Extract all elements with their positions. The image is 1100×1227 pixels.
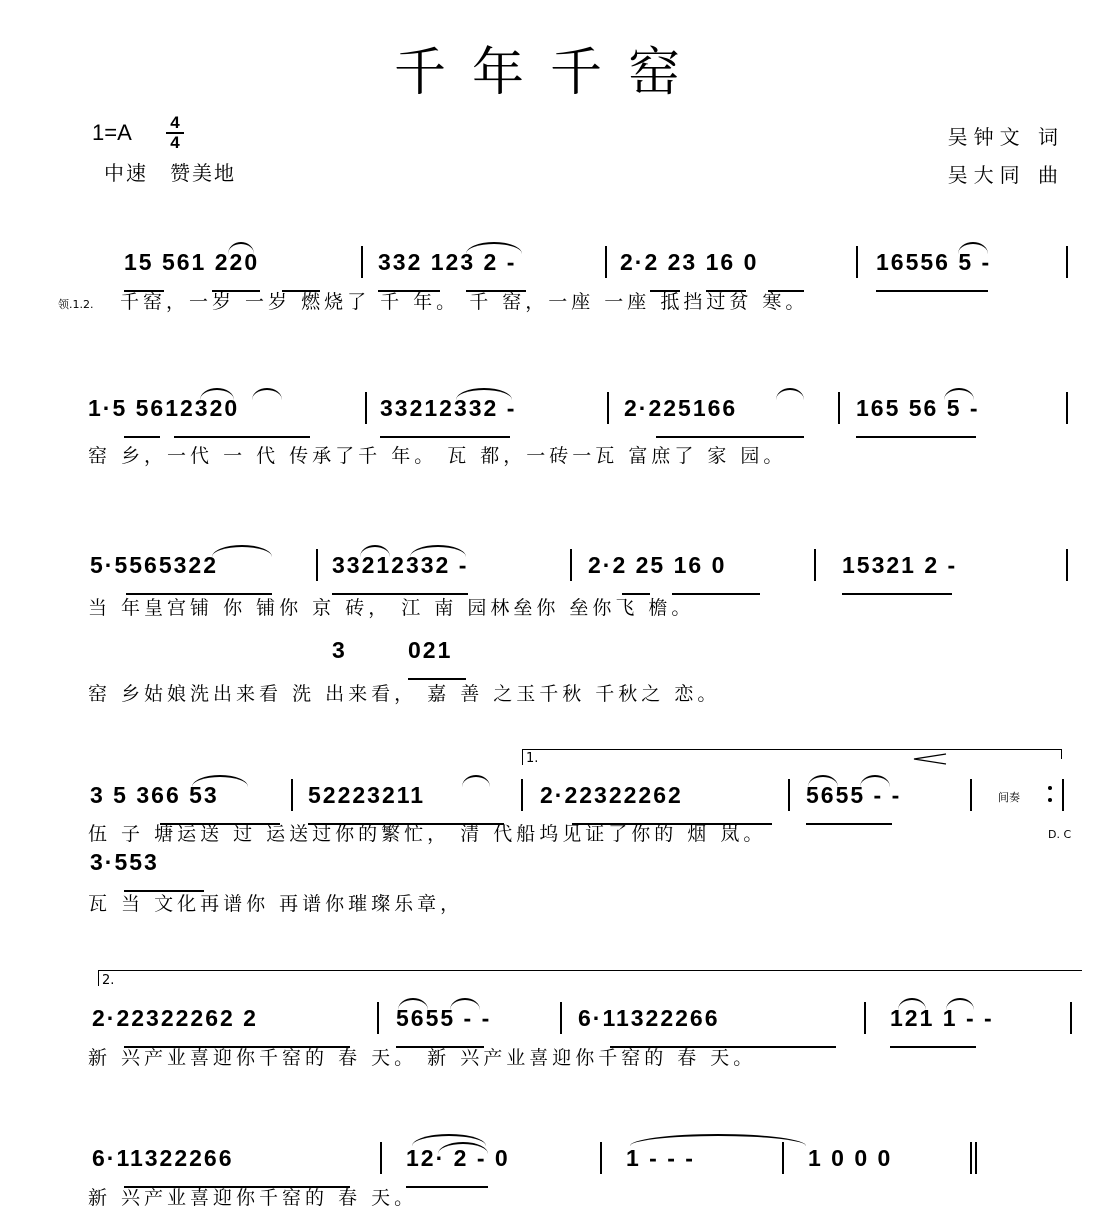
bar-line (838, 392, 840, 424)
bar-line (1066, 549, 1068, 581)
time-signature-denominator: 4 (166, 132, 184, 152)
notation-measure: 15 561 220 (124, 249, 260, 275)
bar-line (365, 392, 367, 424)
bar-line (377, 1002, 379, 1034)
volta-2-bracket (98, 970, 1082, 971)
notation-measure: 3 5 366 53 (90, 782, 219, 808)
time-signature (166, 114, 184, 152)
key-signature: 1=A (92, 120, 132, 145)
underline (380, 436, 510, 438)
lyric-line: 新 兴产业喜迎你千窑的 春 天。 新 兴产业喜迎你千窑的 春 天。 (88, 1047, 757, 1069)
notation-measure: 1 - - - (626, 1145, 695, 1171)
underline (876, 290, 988, 292)
bar-line (607, 392, 609, 424)
decrescendo-mark (912, 752, 948, 766)
volta-1-bracket (522, 749, 1062, 750)
bar-line (864, 1002, 866, 1034)
slur (776, 388, 804, 400)
underline (890, 1046, 976, 1048)
underline (856, 436, 976, 438)
time-signature-numerator: 4 (170, 113, 180, 132)
bar-line (361, 246, 363, 278)
volta-1-right-edge (1061, 749, 1062, 759)
repeat-dots (1048, 786, 1052, 802)
notation-measure: 12· 2 - 0 (406, 1145, 510, 1171)
lyric-line: 伍 子 塘运送 过 运送过你的繁忙， 清 代船坞见证了你的 烟 岚。 (88, 823, 767, 845)
notation-measure: 6·11322266 (578, 1005, 720, 1031)
notation-measure: 16556 5 - (876, 249, 992, 275)
tempo-marking: 中速 赞美地 (104, 161, 236, 185)
notation-measure: 165 56 5 - (856, 395, 980, 421)
da-capo-label: D. C (1048, 828, 1072, 841)
bar-line (970, 1142, 972, 1174)
slur (252, 388, 282, 400)
underline (408, 678, 466, 680)
lyric-line: 瓦 当 文化再谱你 再谱你璀璨乐章， (88, 893, 464, 915)
repeat-dot-lower (1048, 798, 1052, 802)
bar-line (600, 1142, 602, 1174)
bar-line (1062, 779, 1064, 811)
notation-measure: 5655 - - (396, 1005, 492, 1031)
bar-line (570, 549, 572, 581)
notation-measure: 15321 2 - (842, 552, 958, 578)
notation-measure: 33212332 - (332, 552, 469, 578)
underline (806, 823, 892, 825)
bar-line (380, 1142, 382, 1174)
notation-measure: 3 (332, 637, 347, 663)
notation-measure: 3·553 (90, 849, 159, 875)
bar-line (856, 246, 858, 278)
volta-1-label: 1. (526, 751, 539, 766)
underline (656, 436, 804, 438)
bar-line (316, 549, 318, 581)
bar-line (560, 1002, 562, 1034)
underline (406, 1186, 488, 1188)
notation-measure: 52223211 (308, 782, 426, 808)
underline (174, 436, 310, 438)
lyric-line: 当 年皇宫铺 你 铺你 京 砖， 江 南 园林垒你 垒你飞 檐。 (88, 597, 695, 619)
notation-measure: 021 (408, 637, 453, 663)
bar-line (782, 1142, 784, 1174)
notation-measure: 33212332 - (380, 395, 517, 421)
lyric-line: 窑 乡，一代 一 代 传承了千 年。 瓦 都，一砖一瓦 富庶了 家 园。 (88, 445, 787, 467)
bar-line (521, 779, 523, 811)
slur (212, 545, 272, 557)
notation-measure: 2·22322262 2 (92, 1005, 258, 1031)
notation-measure: 5655 - - (806, 782, 902, 808)
composer-credit: 吴大同 曲 (947, 163, 1064, 187)
bar-line (975, 1142, 977, 1174)
bar-line (1070, 1002, 1072, 1034)
notation-measure: 6·11322266 (92, 1145, 234, 1171)
notation-measure: 121 1 - - (890, 1005, 994, 1031)
underline (842, 593, 952, 595)
notation-measure: 332 123 2 - (378, 249, 517, 275)
underline (124, 436, 160, 438)
slur (462, 775, 490, 787)
lyric-line: 新 兴产业喜迎你千窑的 春 天。 (88, 1187, 418, 1209)
bar-line (814, 549, 816, 581)
interlude-label: 间奏 (998, 791, 1020, 804)
song-title: 千年千窑 (393, 43, 706, 103)
bar-line (970, 779, 972, 811)
notation-measure: 1·5 5612320 (88, 395, 240, 421)
bar-line (291, 779, 293, 811)
lyric-line: 千窑，一岁 一岁 燃烧了 千 年。 千 窑，一座 一座 抵挡过贫 寒。 (120, 291, 809, 313)
bar-line (788, 779, 790, 811)
notation-measure: 1 0 0 0 (808, 1145, 893, 1171)
bar-line (1066, 246, 1068, 278)
notation-measure: 2·2 23 16 0 (620, 249, 759, 275)
notation-measure: 2·22322262 (540, 782, 683, 808)
notation-measure: 5·5565322 (90, 552, 218, 578)
lyricist-credit: 吴钟文 词 (947, 125, 1064, 149)
lyric-line: 窑 乡姑娘洗出来看 洗 出来看， 嘉 善 之玉千秋 千秋之 恋。 (88, 683, 721, 705)
notation-measure: 2·2 25 16 0 (588, 552, 727, 578)
repeat-dot-upper (1048, 786, 1052, 790)
volta-2-label: 2. (102, 973, 115, 988)
lead-in-label: 领.1.2. (58, 298, 94, 311)
bar-line (1066, 392, 1068, 424)
volta-2-left-edge (98, 970, 99, 986)
bar-line (605, 246, 607, 278)
notation-measure: 2·225166 (624, 395, 738, 421)
volta-1-left-edge (522, 749, 523, 765)
